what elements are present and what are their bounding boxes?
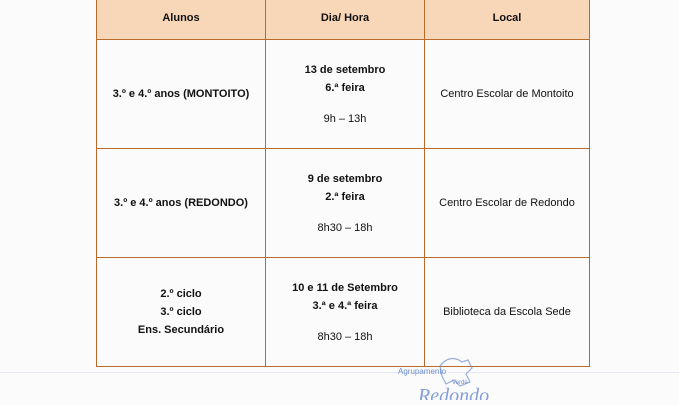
cell-dia-hora (266, 258, 425, 367)
cell-alunos (97, 40, 266, 149)
header-local: Local (425, 0, 590, 40)
hours-text: 8h30 – 18h (317, 221, 373, 234)
cell-local (425, 258, 590, 367)
cell-dia-hora (266, 40, 425, 149)
alunos-line: 3.º ciclo (160, 306, 202, 318)
table-row (97, 40, 590, 149)
header-alunos: Alunos (97, 0, 266, 40)
weekday-text: 6.ª feira (325, 81, 365, 94)
location-text: Centro Escolar de Montoito (440, 88, 574, 100)
stamp-text-top: Agrupamento (398, 367, 447, 376)
alunos-line: Ens. Secundário (137, 324, 225, 336)
header-dia-hora: Dia/ Hora (266, 0, 425, 40)
stamp-graphic (380, 352, 530, 400)
weekday-text: 3.ª e 4.ª feira (312, 299, 378, 312)
cell-alunos (97, 149, 266, 258)
cell-local (425, 40, 590, 149)
weekday-text: 2.ª feira (325, 190, 365, 203)
stamp-text-big: Redondo (418, 385, 490, 400)
location-text: Biblioteca da Escola Sede (443, 306, 571, 318)
location-text: Centro Escolar de Redondo (439, 197, 575, 209)
date-text: 9 de setembro (307, 172, 383, 185)
alunos-line: 3.º e 4.º anos (MONTOITO) (112, 88, 250, 100)
cell-dia-hora (266, 149, 425, 258)
hours-text: 8h30 – 18h (317, 330, 373, 343)
schedule-table (96, 0, 590, 367)
table-row (97, 149, 590, 258)
table-header-row (97, 0, 590, 40)
alunos-line: 3.º e 4.º anos (REDONDO) (114, 197, 248, 209)
school-stamp (380, 352, 530, 400)
date-text: 13 de setembro (304, 63, 386, 76)
table-row (97, 258, 590, 367)
cell-local (425, 149, 590, 258)
date-text: 10 e 11 de Setembro (292, 281, 398, 294)
cell-alunos (97, 258, 266, 367)
stamp-text-mid: Verde (452, 380, 468, 386)
divider (0, 372, 679, 373)
hours-text: 9h – 13h (323, 112, 367, 125)
alunos-line: 2.º ciclo (160, 288, 202, 300)
